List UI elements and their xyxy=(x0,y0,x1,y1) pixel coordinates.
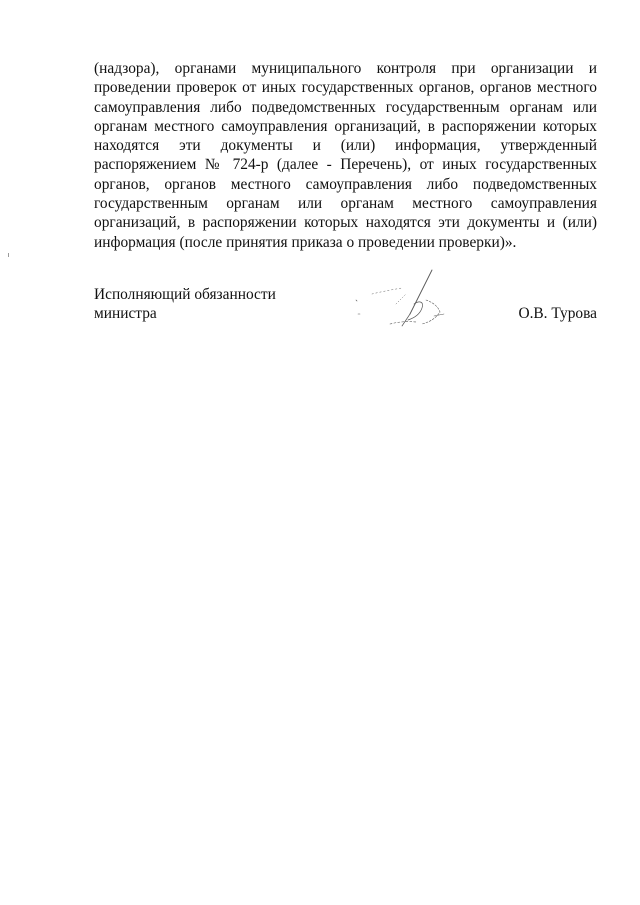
margin-scan-mark xyxy=(8,253,9,257)
document-paragraph: (надзора), органами муниципального контроля при организации и проведении проверок от иных государственных органов, органов местного самоуправления либо подведомственных государственным органам или органам местного самоуправления организаций, в распоряжении которых находятся эти документы и (или) информация, утвержденный распоряжением № 724-р (далее - Перечень), от иных государственных органов, органов местного самоуправления либо подведомственных государственным органам или органам местного самоуправления организаций, в распоряжении которых находятся эти документы и (или) информация (после принятия приказа о проведении проверки)». xyxy=(94,60,597,251)
signature-block xyxy=(94,285,597,325)
signatory-position-line-2: министра xyxy=(94,305,157,322)
signatory-name: О.В. Турова xyxy=(518,305,597,322)
signatory-position-line-1: Исполняющий обязанности xyxy=(94,286,276,303)
